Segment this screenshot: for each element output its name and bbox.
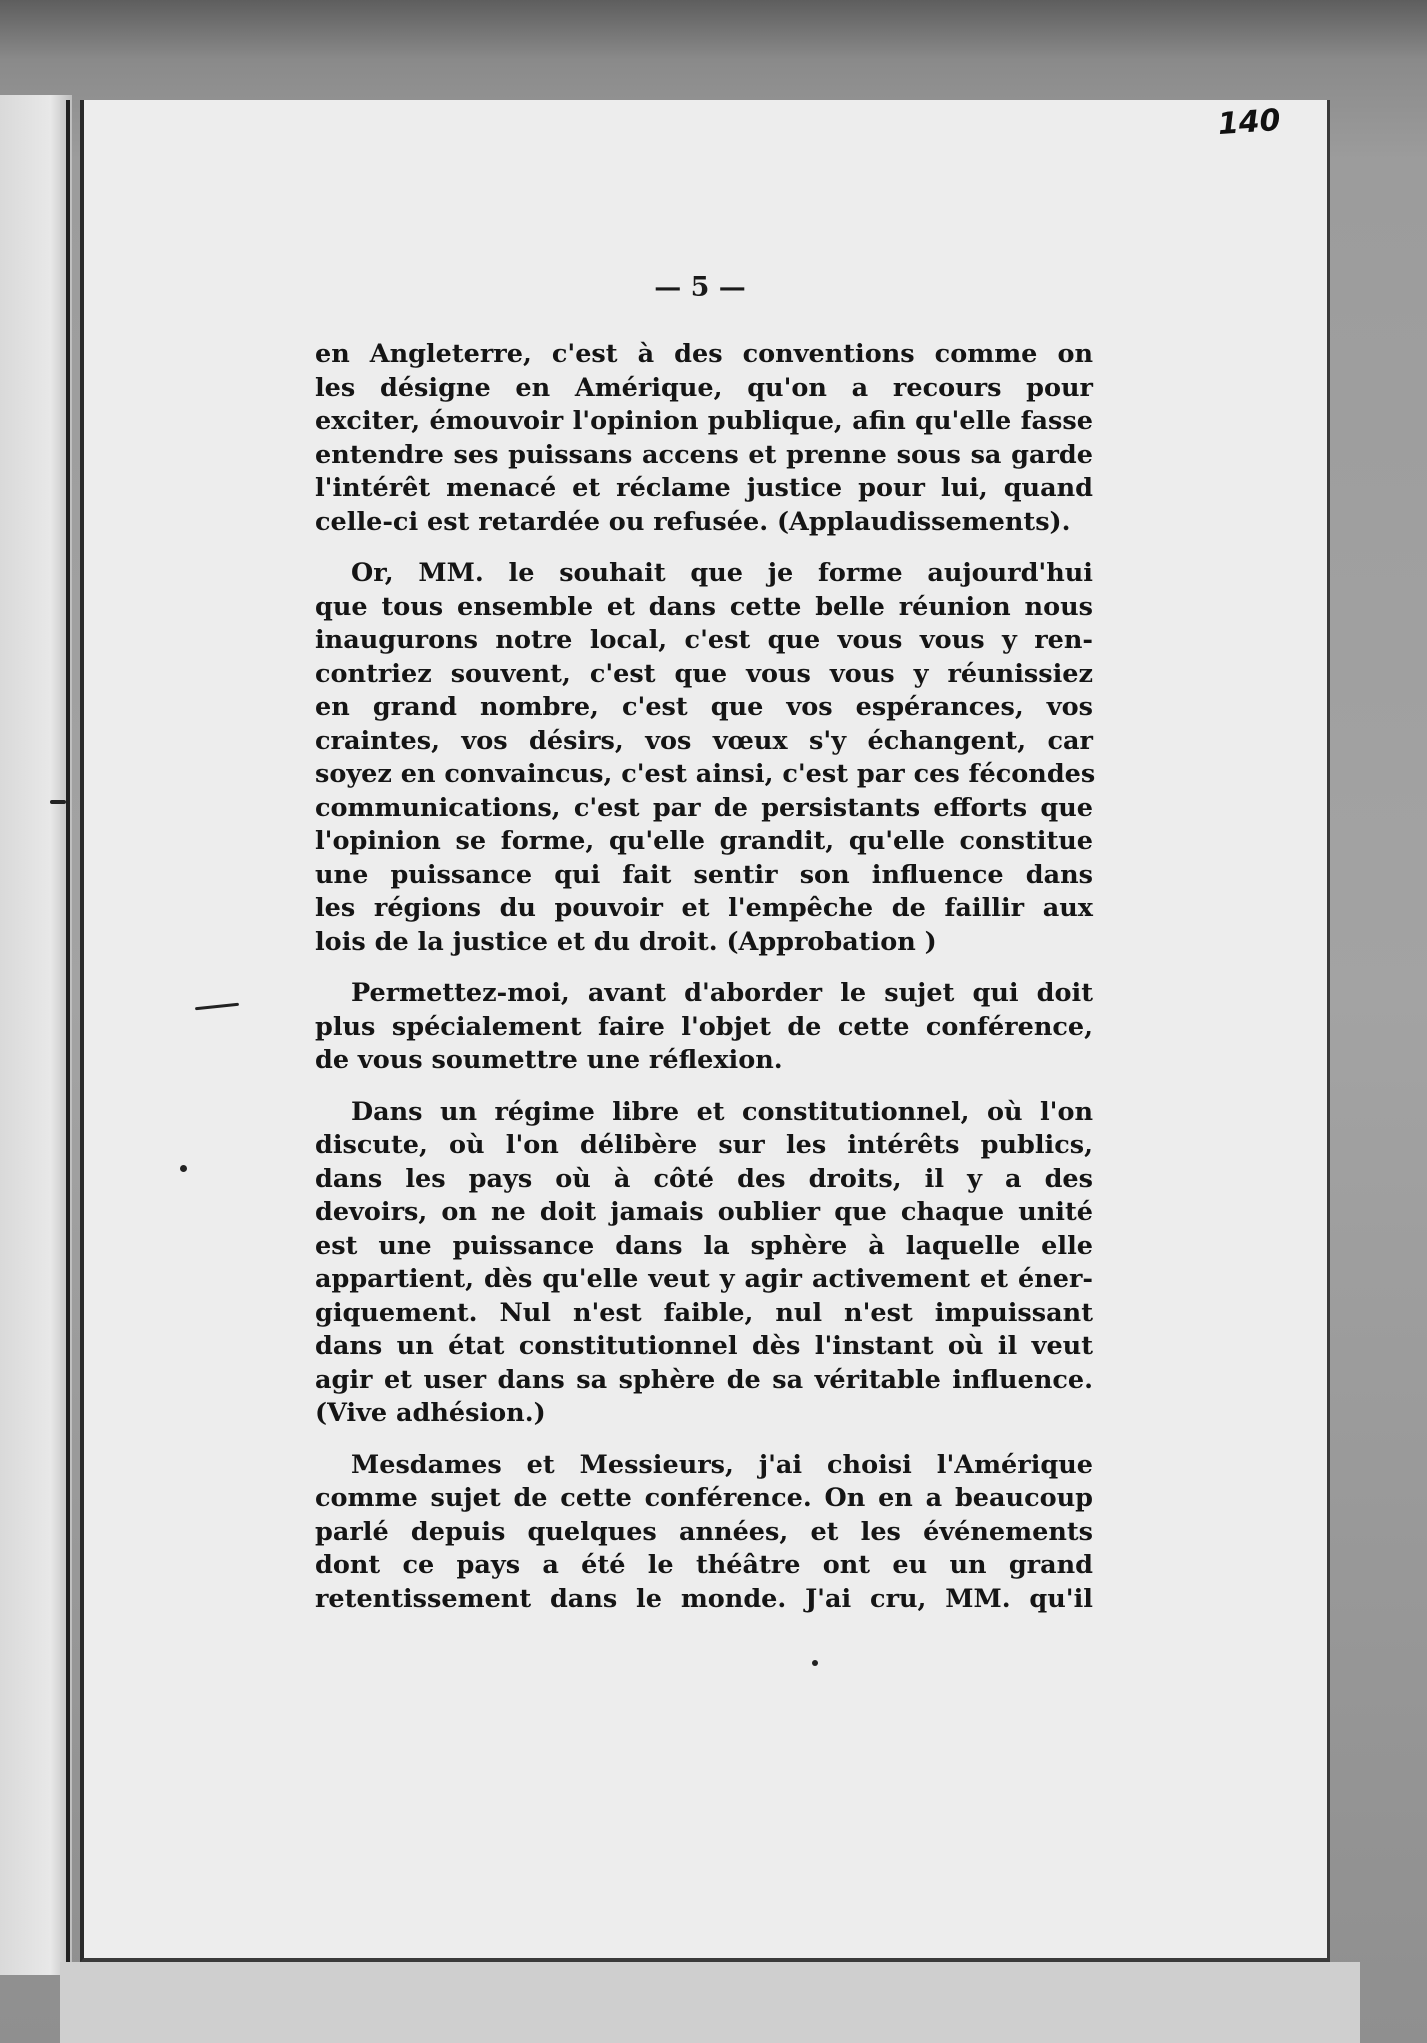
- text-line: lois de la justice et du droit. (Approbation ): [315, 926, 937, 957]
- text-line: une puissance qui fait sentir son influence dans: [315, 859, 1093, 890]
- scanner-bed-bottom: [60, 1962, 1360, 2043]
- facing-page-edge: [0, 95, 72, 1975]
- text-line: discute, où l'on délibère sur les intérêts publics,: [315, 1130, 1093, 1160]
- text-line: agir et user dans sa sphère de sa véritable influence.: [315, 1364, 1093, 1395]
- paragraph-5: [315, 1449, 1093, 1617]
- text-line: dans un état constitutionnel dès l'instant où il veut: [315, 1331, 1093, 1361]
- text-line: Mesdames et Messieurs, j'ai choisi l'Amérique: [351, 1449, 1093, 1480]
- text-line: retentissement dans le monde. J'ai cru, MM. qu'il: [315, 1583, 1093, 1614]
- text-line: en Angleterre, c'est à des conventions comme on: [315, 339, 1093, 369]
- handwritten-folio-number: 140: [1216, 102, 1282, 143]
- page-number: — 5 —: [654, 272, 746, 303]
- text-line: de vous soumettre une réflexion.: [315, 1045, 783, 1075]
- page-spine-line: [66, 100, 70, 1970]
- scan-speck: [812, 1660, 818, 1666]
- text-line: Or, MM. le souhait que je forme aujourd'hui: [351, 558, 1093, 588]
- text-line: que tous ensemble et dans cette belle réunion nous: [315, 591, 1093, 622]
- text-line: les régions du pouvoir et l'empêche de faillir aux: [315, 893, 1093, 923]
- text-line: dans les pays où à côté des droits, il y a des: [315, 1163, 1093, 1194]
- scan-speck: [50, 800, 66, 804]
- text-line: entendre ses puissans accens et prenne sous sa garde: [315, 439, 1093, 470]
- paragraph-1: [315, 338, 1093, 539]
- paragraph-4: [315, 1096, 1093, 1431]
- scan-speck: [180, 1165, 187, 1172]
- text-line: plus spécialement faire l'objet de cette conférence,: [315, 1011, 1093, 1042]
- text-line: appartient, dès qu'elle veut y agir activement et éner-: [315, 1264, 1093, 1294]
- text-line: (Vive adhésion.): [315, 1398, 546, 1428]
- body-text: [315, 338, 1096, 1634]
- text-line: dont ce pays a été le théâtre ont eu un grand: [315, 1550, 1093, 1580]
- text-line: contriez souvent, c'est que vous vous y réunissiez: [315, 658, 1093, 689]
- text-line: l'opinion se forme, qu'elle grandit, qu'elle constitue: [315, 826, 1093, 856]
- text-line: Dans un régime libre et constitutionnel, où l'on: [351, 1096, 1093, 1127]
- text-line: Permettez-moi, avant d'aborder le sujet qui doit: [351, 978, 1093, 1008]
- text-line: comme sujet de cette conférence. On en a beaucoup: [315, 1483, 1093, 1513]
- text-line: celle-ci est retardée ou refusée. (Applaudissements).: [315, 506, 1071, 537]
- text-line: exciter, émouvoir l'opinion publique, afin qu'elle fasse: [315, 406, 1093, 436]
- text-line: les désigne en Amérique, qu'on a recours pour: [315, 372, 1093, 403]
- paragraph-2: [315, 557, 1096, 959]
- text-line: communications, c'est par de persistants efforts que: [315, 792, 1093, 823]
- text-line: inaugurons notre local, c'est que vous vous y ren-: [315, 625, 1093, 655]
- text-line: l'intérêt menacé et réclame justice pour lui, quand: [315, 473, 1093, 503]
- text-line: en grand nombre, c'est que vos espérances, vos: [315, 692, 1093, 722]
- paragraph-3: [315, 977, 1093, 1078]
- text-line: soyez en convaincus, c'est ainsi, c'est par ces fécondes: [315, 759, 1096, 789]
- text-line: giquement. Nul n'est faible, nul n'est impuissant: [315, 1297, 1093, 1328]
- text-line: parlé depuis quelques années, et les événements: [315, 1516, 1093, 1547]
- text-line: devoirs, on ne doit jamais oublier que chaque unité: [315, 1197, 1093, 1227]
- text-line: est une puissance dans la sphère à laquelle elle: [315, 1230, 1093, 1261]
- text-line: craintes, vos désirs, vos vœux s'y échangent, car: [315, 725, 1093, 756]
